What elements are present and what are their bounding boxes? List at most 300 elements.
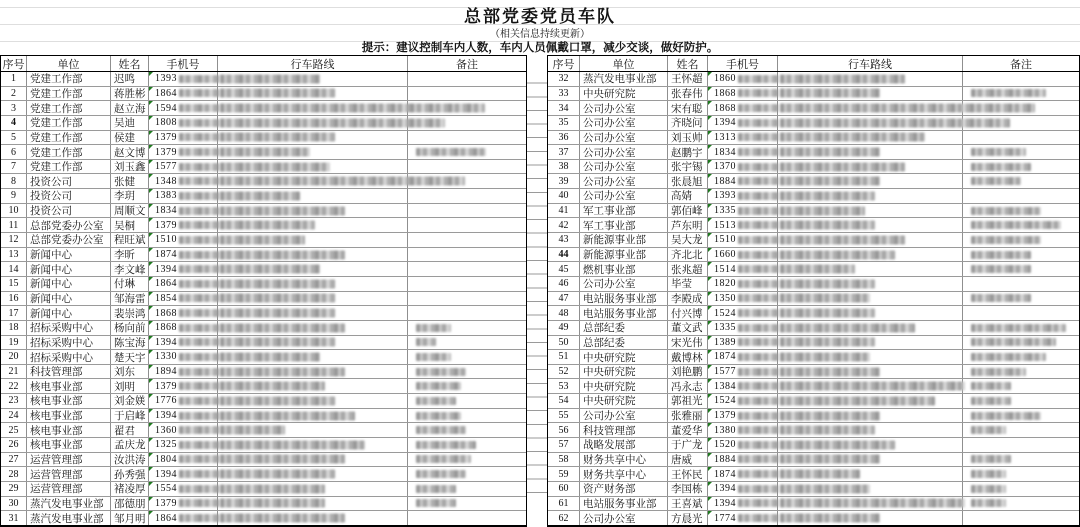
name-cell: 邵德朋 — [111, 497, 149, 511]
route-redaction-blur — [220, 514, 345, 523]
table-row — [1, 262, 526, 277]
remark-cell — [963, 233, 1079, 247]
phone-cell — [708, 409, 778, 423]
table-row — [548, 218, 1079, 233]
unit-cell: 总部党委办公室 — [27, 218, 111, 232]
header-unit: 单位 — [580, 56, 668, 71]
remark-cell — [408, 482, 526, 496]
row-number-cell: 59 — [548, 467, 580, 481]
route-cell — [218, 72, 408, 86]
row-number-cell: 45 — [548, 262, 580, 276]
name-cell: 赵鹏宇 — [668, 145, 708, 159]
table-row — [1, 467, 526, 482]
remark-cell — [963, 482, 1079, 496]
phone-cell — [149, 394, 218, 408]
table-row — [1, 306, 526, 321]
number-as-text-triangle-icon — [708, 277, 712, 281]
table-row — [1, 394, 526, 409]
number-as-text-triangle-icon — [708, 350, 712, 354]
phone-cell — [149, 365, 218, 379]
phone-prefix: 1383 — [155, 190, 177, 202]
phone-cell — [149, 409, 218, 423]
phone-redaction-blur — [179, 177, 219, 185]
remark-cell — [408, 336, 526, 350]
row-number-cell: 39 — [548, 174, 580, 188]
name-cell: 汝洪涛 — [111, 453, 149, 467]
phone-prefix: 1874 — [714, 468, 736, 480]
row-number-cell: 31 — [1, 511, 27, 525]
phone-redaction-blur — [179, 221, 219, 229]
phone-prefix: 1774 — [714, 512, 736, 524]
route-cell — [778, 233, 963, 247]
row-number-cell: 49 — [548, 321, 580, 335]
number-as-text-triangle-icon — [708, 218, 712, 222]
number-as-text-triangle-icon — [708, 306, 712, 310]
phone-cell — [149, 145, 218, 159]
name-cell: 王怀超 — [668, 72, 708, 86]
route-redaction-blur — [780, 396, 935, 405]
number-as-text-triangle-icon — [149, 438, 153, 442]
unit-cell: 中央研究院 — [580, 350, 668, 364]
phone-cell — [708, 145, 778, 159]
remark-cell — [963, 174, 1079, 188]
remark-redaction-blur — [971, 221, 1061, 229]
route-cell — [778, 482, 963, 496]
route-cell — [218, 394, 408, 408]
phone-prefix: 1393 — [155, 73, 177, 85]
phone-redaction-blur — [738, 485, 778, 493]
number-as-text-triangle-icon — [708, 482, 712, 486]
phone-redaction-blur — [738, 309, 778, 317]
phone-cell — [708, 116, 778, 130]
phone-prefix: 1394 — [155, 336, 177, 348]
remark-cell — [963, 248, 1079, 262]
number-as-text-triangle-icon — [708, 453, 712, 457]
phone-cell — [149, 497, 218, 511]
remark-cell — [408, 453, 526, 467]
phone-prefix: 1520 — [714, 439, 736, 451]
row-number-cell: 30 — [1, 497, 27, 511]
unit-cell: 公司办公室 — [580, 189, 668, 203]
remark-redaction-blur — [971, 294, 1031, 302]
row-number-cell: 54 — [548, 394, 580, 408]
row-number-cell: 16 — [1, 292, 27, 306]
name-cell: 程旺斌 — [111, 233, 149, 247]
route-cell — [778, 321, 963, 335]
phone-prefix: 1868 — [155, 322, 177, 334]
table-row — [548, 292, 1079, 307]
phone-redaction-blur — [179, 412, 219, 420]
table-row — [1, 511, 526, 525]
remark-cell — [408, 131, 526, 145]
phone-prefix: 1854 — [155, 292, 177, 304]
header-phone: 手机号 — [708, 56, 778, 71]
unit-cell: 军工事业部 — [580, 218, 668, 232]
header-no: 序号 — [548, 56, 580, 71]
phone-prefix: 1820 — [714, 278, 736, 290]
remark-redaction-blur — [416, 485, 456, 493]
fleet-table-left — [0, 55, 527, 527]
phone-redaction-blur — [738, 221, 778, 229]
unit-cell: 党建工作部 — [27, 87, 111, 101]
remark-cell — [408, 423, 526, 437]
phone-cell — [708, 306, 778, 320]
route-cell — [218, 101, 408, 115]
row-number-cell: 4 — [1, 116, 27, 130]
table-row — [1, 101, 526, 116]
phone-redaction-blur — [179, 163, 219, 171]
row-number-cell: 33 — [548, 87, 580, 101]
remark-cell — [408, 248, 526, 262]
name-cell: 孙秀强 — [111, 467, 149, 481]
unit-cell: 蒸汽发电事业部 — [27, 497, 111, 511]
row-number-cell: 36 — [548, 131, 580, 145]
remark-cell — [408, 160, 526, 174]
remark-redaction-blur — [416, 382, 461, 390]
name-cell: 李文峰 — [111, 262, 149, 276]
name-cell: 付琳 — [111, 277, 149, 291]
phone-prefix: 1360 — [155, 424, 177, 436]
name-cell: 楚天宇 — [111, 350, 149, 364]
route-redaction-blur — [780, 89, 880, 98]
route-cell — [778, 101, 963, 115]
unit-cell: 总部纪委 — [580, 336, 668, 350]
remark-cell — [963, 145, 1079, 159]
route-redaction-blur — [220, 411, 355, 420]
name-cell: 吴桐 — [111, 218, 149, 232]
table-row — [1, 453, 526, 468]
table-row — [548, 379, 1079, 394]
phone-cell — [708, 423, 778, 437]
route-cell — [778, 174, 963, 188]
remark-cell — [408, 72, 526, 86]
remark-redaction-blur — [971, 324, 1066, 332]
phone-prefix: 1510 — [714, 234, 736, 246]
phone-redaction-blur — [738, 514, 778, 522]
route-cell — [218, 145, 408, 159]
row-number-cell: 8 — [1, 174, 27, 188]
phone-redaction-blur — [738, 280, 778, 288]
table-row — [548, 423, 1079, 438]
unit-cell: 中央研究院 — [580, 379, 668, 393]
route-redaction-blur — [780, 294, 870, 303]
number-as-text-triangle-icon — [149, 511, 153, 515]
phone-redaction-blur — [179, 441, 219, 449]
name-cell: 杨向前 — [111, 321, 149, 335]
route-cell — [778, 379, 963, 393]
route-cell — [778, 292, 963, 306]
phone-redaction-blur — [738, 368, 778, 376]
table-row — [548, 438, 1079, 453]
row-number-cell: 10 — [1, 204, 27, 218]
unit-cell: 公司办公室 — [580, 131, 668, 145]
remark-cell — [963, 189, 1079, 203]
table-row — [548, 453, 1079, 468]
phone-cell — [708, 438, 778, 452]
phone-redaction-blur — [738, 412, 778, 420]
route-redaction-blur — [780, 133, 925, 142]
phone-prefix: 1868 — [155, 307, 177, 319]
phone-prefix: 1513 — [714, 219, 736, 231]
remark-redaction-blur — [416, 324, 451, 332]
row-number-cell: 48 — [548, 306, 580, 320]
header-remark: 备注 — [456, 58, 478, 71]
route-redaction-blur — [220, 338, 335, 347]
unit-cell: 电站服务事业部 — [580, 497, 668, 511]
phone-cell — [149, 467, 218, 481]
unit-cell: 公司办公室 — [580, 174, 668, 188]
remark-cell — [408, 262, 526, 276]
remark-redaction-blur — [416, 426, 466, 434]
phone-cell — [149, 336, 218, 350]
phone-cell — [708, 292, 778, 306]
remark-cell — [408, 321, 526, 335]
remark-redaction-blur — [416, 470, 466, 478]
phone-redaction-blur — [179, 324, 219, 332]
phone-cell — [708, 248, 778, 262]
table-row — [1, 218, 526, 233]
route-cell — [218, 306, 408, 320]
name-cell: 陈宝海 — [111, 336, 149, 350]
number-as-text-triangle-icon — [708, 116, 712, 120]
phone-redaction-blur — [179, 353, 219, 361]
phone-cell — [708, 101, 778, 115]
unit-cell: 总部纪委 — [580, 321, 668, 335]
phone-prefix: 1884 — [714, 453, 736, 465]
name-cell: 赵立海 — [111, 101, 149, 115]
row-number-cell: 9 — [1, 189, 27, 203]
remark-cell — [963, 467, 1079, 481]
row-number-cell: 26 — [1, 438, 27, 452]
number-as-text-triangle-icon — [149, 277, 153, 281]
row-number-cell: 47 — [548, 292, 580, 306]
remark-cell — [408, 218, 526, 232]
table-row — [548, 189, 1079, 204]
row-number-cell: 56 — [548, 423, 580, 437]
name-cell: 于启峰 — [111, 409, 149, 423]
number-as-text-triangle-icon — [149, 87, 153, 91]
unit-cell: 党建工作部 — [27, 160, 111, 174]
route-cell — [778, 131, 963, 145]
remark-redaction-blur — [416, 412, 461, 420]
name-cell: 齐晓问 — [668, 116, 708, 130]
number-as-text-triangle-icon — [149, 262, 153, 266]
header-name: 姓名 — [668, 56, 708, 71]
remark-redaction-blur — [971, 207, 1041, 215]
remark-redaction-blur — [416, 338, 436, 346]
route-redaction-blur — [780, 177, 880, 186]
phone-cell — [149, 72, 218, 86]
unit-cell: 新闻中心 — [27, 292, 111, 306]
remark-cell — [963, 365, 1079, 379]
name-cell: 戴博林 — [668, 350, 708, 364]
row-number-cell: 55 — [548, 409, 580, 423]
name-cell: 张兆超 — [668, 262, 708, 276]
table-row — [548, 511, 1079, 525]
phone-prefix: 1524 — [714, 307, 736, 319]
phone-prefix: 1335 — [714, 322, 736, 334]
phone-prefix: 1350 — [714, 292, 736, 304]
phone-redaction-blur — [179, 382, 219, 390]
phone-prefix: 1389 — [714, 336, 736, 348]
name-cell: 冯永志 — [668, 379, 708, 393]
route-cell — [218, 511, 408, 525]
phone-prefix: 1554 — [155, 483, 177, 495]
route-cell — [218, 409, 408, 423]
table-row — [548, 204, 1079, 219]
row-number-cell: 23 — [1, 394, 27, 408]
route-cell — [218, 292, 408, 306]
remark-redaction-blur — [971, 426, 1006, 434]
name-cell: 吴迪 — [111, 116, 149, 130]
route-redaction-blur — [780, 367, 880, 376]
phone-redaction-blur — [738, 470, 778, 478]
route-cell — [778, 467, 963, 481]
table-row — [548, 101, 1079, 116]
header-unit: 单位 — [27, 56, 111, 71]
phone-redaction-blur — [738, 119, 778, 127]
route-cell — [218, 350, 408, 364]
phone-prefix: 1393 — [714, 190, 736, 202]
table-row — [1, 277, 526, 292]
name-cell: 郭佰峰 — [668, 204, 708, 218]
name-cell: 孟庆龙 — [111, 438, 149, 452]
unit-cell: 公司办公室 — [580, 409, 668, 423]
phone-prefix: 1394 — [714, 117, 736, 129]
row-number-cell: 22 — [1, 379, 27, 393]
route-cell — [778, 160, 963, 174]
remark-redaction-blur — [416, 455, 471, 463]
route-redaction-blur — [780, 514, 880, 523]
phone-cell — [708, 453, 778, 467]
remark-redaction-blur — [416, 148, 486, 156]
table-row — [1, 233, 526, 248]
phone-cell — [149, 292, 218, 306]
table-row — [548, 497, 1079, 512]
phone-redaction-blur — [738, 499, 778, 507]
row-number-cell: 5 — [1, 131, 27, 145]
phone-redaction-blur — [179, 251, 219, 259]
phone-prefix: 1894 — [155, 366, 177, 378]
phone-prefix: 1874 — [155, 249, 177, 260]
remark-cell — [408, 379, 526, 393]
remark-cell — [963, 423, 1079, 437]
unit-cell: 战略发展部 — [580, 438, 668, 452]
row-number-cell: 44 — [548, 248, 580, 262]
route-redaction-blur — [780, 206, 865, 215]
remark-cell — [963, 87, 1079, 101]
unit-cell: 核电事业部 — [27, 394, 111, 408]
route-cell — [218, 277, 408, 291]
table-row — [548, 365, 1079, 380]
name-cell: 李昕 — [111, 248, 149, 262]
route-cell — [218, 365, 408, 379]
row-number-cell: 52 — [548, 365, 580, 379]
unit-cell: 党建工作部 — [27, 145, 111, 159]
unit-cell: 公司办公室 — [580, 145, 668, 159]
phone-prefix: 1834 — [155, 205, 177, 217]
row-number-cell: 43 — [548, 233, 580, 247]
phone-redaction-blur — [738, 294, 778, 302]
table-header-row — [1, 56, 526, 72]
phone-redaction-blur — [738, 338, 778, 346]
row-number-cell: 27 — [1, 453, 27, 467]
route-cell — [218, 116, 408, 130]
phone-cell — [149, 233, 218, 247]
name-cell: 方晨光 — [668, 511, 708, 525]
unit-cell: 运营管理部 — [27, 482, 111, 496]
number-as-text-triangle-icon — [708, 394, 712, 398]
number-as-text-triangle-icon — [149, 394, 153, 398]
route-redaction-blur — [220, 221, 315, 230]
number-as-text-triangle-icon — [708, 131, 712, 135]
table-row — [548, 72, 1079, 87]
route-cell — [218, 160, 408, 174]
route-redaction-blur — [780, 74, 905, 83]
phone-redaction-blur — [738, 382, 778, 390]
row-number-cell: 2 — [1, 87, 27, 101]
route-cell — [778, 72, 963, 86]
name-cell: 迟鸣 — [111, 72, 149, 86]
unit-cell: 新能源事业部 — [580, 248, 668, 262]
number-as-text-triangle-icon — [149, 482, 153, 486]
phone-redaction-blur — [179, 485, 219, 493]
phone-prefix: 1808 — [155, 117, 177, 129]
phone-cell — [708, 174, 778, 188]
route-cell — [218, 248, 408, 262]
route-cell — [218, 467, 408, 481]
route-redaction-blur — [220, 74, 320, 83]
remark-cell — [963, 511, 1079, 525]
phone-cell — [149, 218, 218, 232]
phone-cell — [149, 248, 218, 262]
name-cell: 宋有聪 — [668, 101, 708, 115]
name-cell: 董爱华 — [668, 423, 708, 437]
name-cell: 李殿成 — [668, 292, 708, 306]
table-row — [1, 482, 526, 497]
route-redaction-blur — [220, 133, 335, 142]
route-redaction-blur — [780, 352, 870, 361]
remark-redaction-blur — [971, 177, 1021, 185]
row-number-cell: 46 — [548, 277, 580, 291]
row-number-cell: 35 — [548, 116, 580, 130]
phone-redaction-blur — [179, 148, 219, 156]
table-row — [1, 365, 526, 380]
row-number-cell: 20 — [1, 350, 27, 364]
row-number-cell: 32 — [548, 72, 580, 86]
row-number-cell: 51 — [548, 350, 580, 364]
phone-prefix: 1660 — [714, 249, 736, 260]
name-cell: 唐威 — [668, 453, 708, 467]
number-as-text-triangle-icon — [149, 160, 153, 164]
phone-cell — [708, 72, 778, 86]
phone-prefix: 1860 — [714, 73, 736, 85]
unit-cell: 投资公司 — [27, 204, 111, 218]
unit-cell: 科技管理部 — [27, 365, 111, 379]
phone-cell — [149, 204, 218, 218]
route-cell — [778, 306, 963, 320]
remark-cell — [408, 233, 526, 247]
name-cell: 周顺文 — [111, 204, 149, 218]
row-number-cell: 13 — [1, 248, 27, 262]
phone-redaction-blur — [179, 192, 219, 200]
route-redaction-blur — [220, 352, 320, 361]
remark-redaction-blur — [971, 251, 1031, 259]
row-number-cell: 7 — [1, 160, 27, 174]
phone-prefix: 1834 — [714, 146, 736, 158]
number-as-text-triangle-icon — [149, 131, 153, 135]
table-row — [1, 336, 526, 351]
